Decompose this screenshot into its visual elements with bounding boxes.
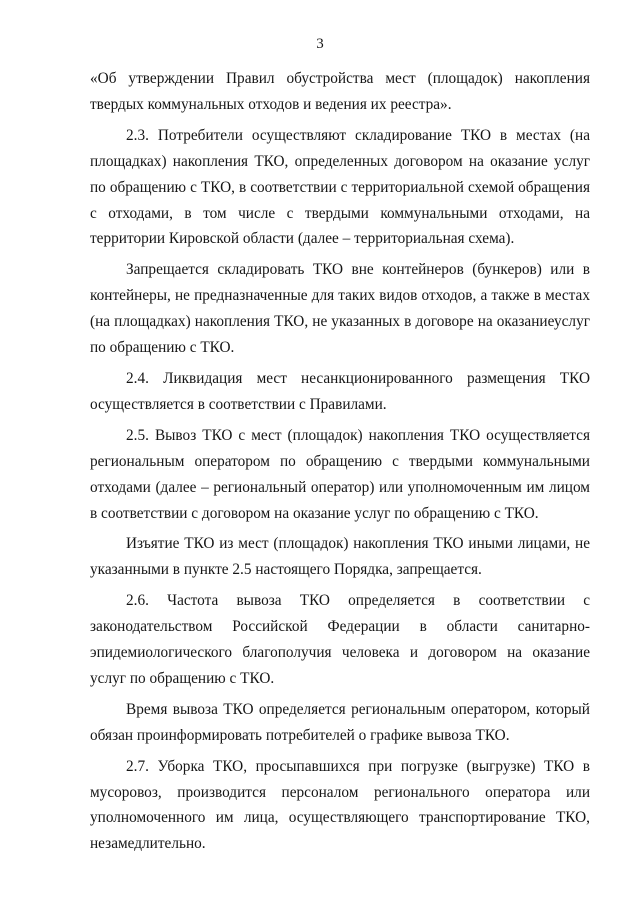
- paragraph-2-6: 2.6. Частота вывоза ТКО определяется в соответствии с законодательством Российской Федерации в области санитарно-эпидемиологического благополучия человека и договором на оказание услуг по обращению с ТКО.: [90, 592, 590, 687]
- document-body: [90, 66, 590, 858]
- paragraph-removal-time: Время вывоза ТКО определяется региональным оператором, который обязан проинформировать потребителей о графике вывоза ТКО.: [90, 700, 590, 744]
- paragraph-2-5: 2.5. Вывоз ТКО с мест (площадок) накопления ТКО осуществляется региональным оператором по обращению с твердыми коммунальными отходами (далее – региональный оператор) или уполномоченным им лицом в соответствии с договором на оказание услуг по обращению с ТКО.: [90, 426, 590, 522]
- paragraph-2-7: 2.7. Уборка ТКО, просыпавшихся при погрузке (выгрузке) ТКО в мусоровоз, производится персоналом регионального оператора или уполномоченного им лица, осуществляющего транспортирование ТКО, незамедлительно.: [90, 757, 590, 853]
- paragraph-2-3: 2.3. Потребители осуществляют складирование ТКО в местах (на площадках) накопления ТКО, определенных договором на оказание услуг по обращению с ТКО, в соответствии с территориальной схемой обращения с отходами, в том числе с твердыми коммунальными отходами, на территории Кировской области (далее – территориальная схема).: [90, 126, 590, 248]
- paragraph-seizure: Изъятие ТКО из мест (площадок) накопления ТКО иными лицами, не указанными в пункте 2.5 настоящего Порядка, запрещается.: [90, 535, 590, 579]
- paragraph-title-continuation: «Об утверждении Правил обустройства мест (площадок) накопления твердых коммунальных отходов и ведения их реестра».: [90, 70, 590, 113]
- page-number: 3: [316, 36, 324, 52]
- paragraph-prohibition: Запрещается складировать ТКО вне контейнеров (бункеров) или в контейнеры, не предназначенные для таких видов отходов, а также в местах (на площадках) накопления ТКО, не указанных в договоре на оказаниеуслуг по обращению с ТКО.: [90, 261, 590, 357]
- paragraph-2-4: 2.4. Ликвидация мест несанкционированного размещения ТКО осуществляется в соответствии с Правилами.: [90, 369, 590, 413]
